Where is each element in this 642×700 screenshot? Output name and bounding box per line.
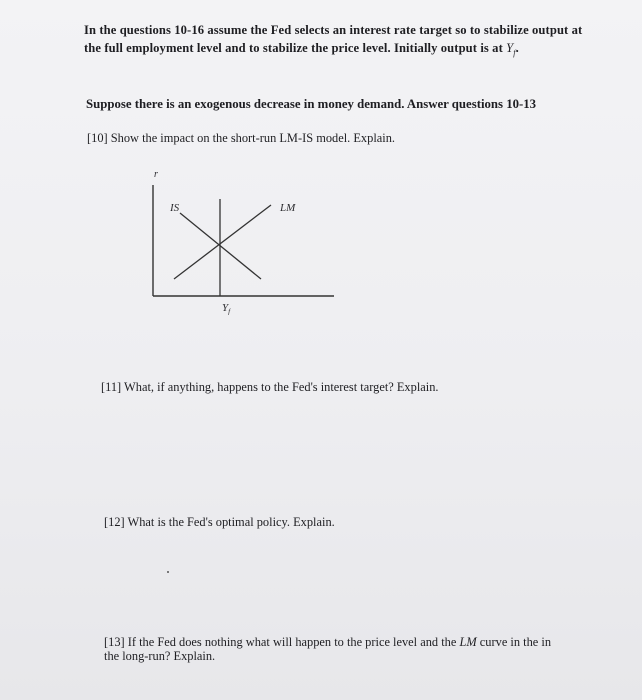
x-axis-label: $Y_f$ bbox=[222, 302, 231, 315]
question-12: [12] What is the Fed's optimal policy. Explain. bbox=[104, 515, 335, 529]
instructions-paragraph bbox=[84, 21, 584, 63]
paper-speck bbox=[167, 571, 169, 573]
question-13 bbox=[104, 635, 564, 663]
scenario-heading: Suppose there is an exogenous decrease in money demand. Answer questions 10-13 bbox=[86, 97, 537, 111]
question-11: [11] What, if anything, happens to the Fed's interest target? Explain. bbox=[101, 380, 439, 394]
instructions-period: . bbox=[515, 41, 519, 55]
lm-is-diagram bbox=[140, 165, 350, 315]
y-axis-label: r bbox=[154, 169, 158, 180]
question-13-text-start: [13] If the Fed does nothing what will happen to the price level and the bbox=[104, 635, 457, 649]
instructions-text: In the questions 10-16 assume the Fed selects an interest rate target so to stabilize output at the full employment level and to stabilize the price level. Initially output is at bbox=[84, 23, 583, 55]
question-13-text-end: curve in the in the long-run? Explain. bbox=[104, 635, 552, 663]
full-employment-output-symbol: $Y_f$ bbox=[506, 41, 516, 58]
lm-curve bbox=[174, 205, 271, 279]
lm-symbol: LM bbox=[459, 635, 477, 649]
is-curve-label: IS bbox=[170, 202, 180, 214]
question-10: [10] Show the impact on the short-run LM-IS model. Explain. bbox=[87, 131, 395, 145]
lm-curve-label: LM bbox=[280, 202, 296, 214]
